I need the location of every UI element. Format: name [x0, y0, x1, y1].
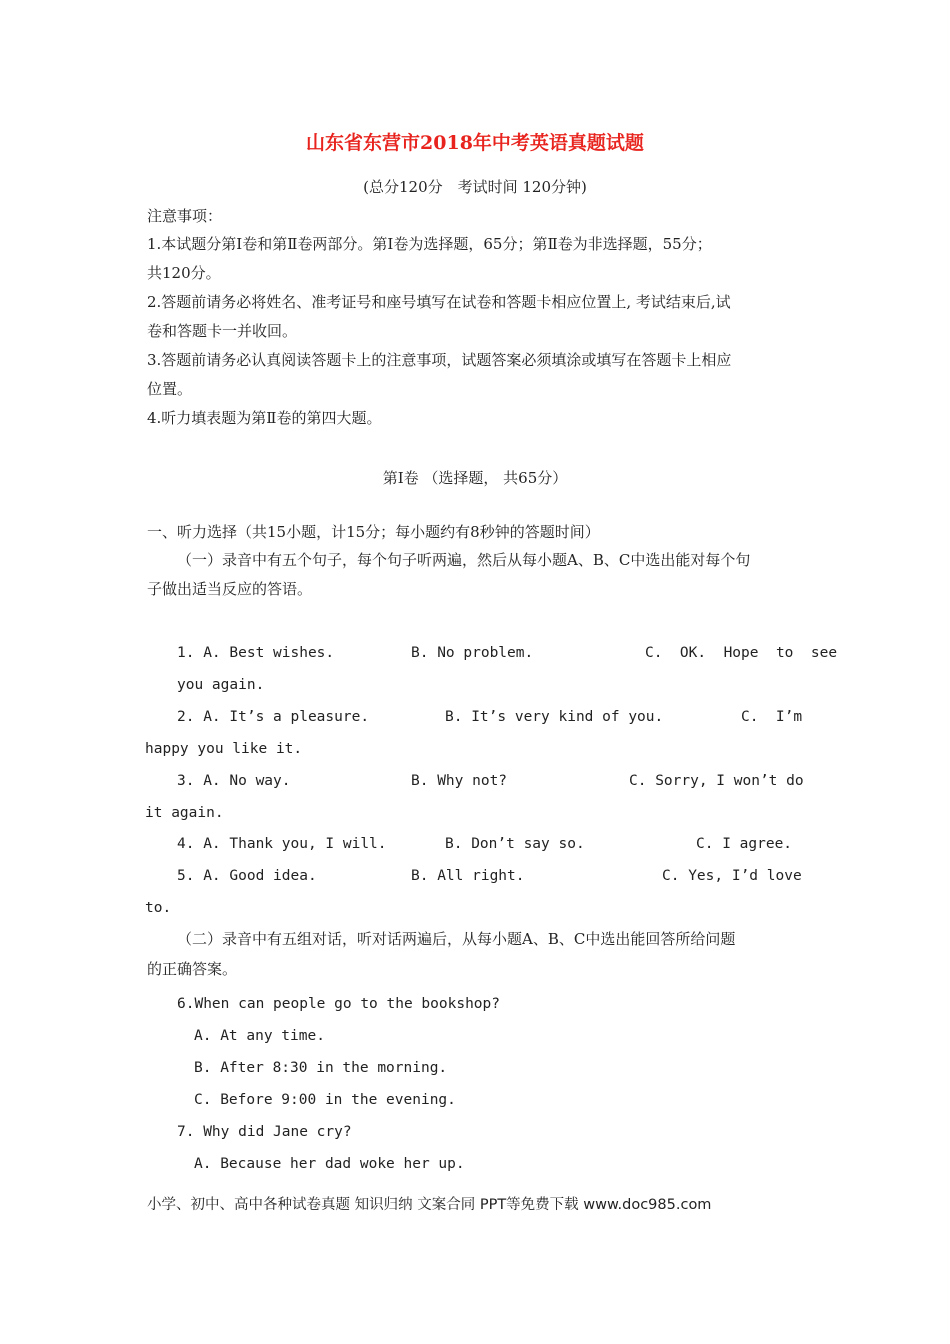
question-1-option-a: 1. A. Best wishes. [177, 645, 335, 661]
question-3-option-b: B. Why not? [411, 773, 508, 789]
question-4-option-b: B. Don’t say so. [445, 836, 585, 852]
section-heading: 一、听力选择（共15小题，计15分；每小题约有8秒钟的答题时间） [147, 523, 600, 541]
question-6-stem: 6.When can people go to the bookshop? [177, 996, 501, 1012]
question-5-option-c: C. Yes, I’d love [662, 868, 802, 884]
part-title: 第Ⅰ卷 （选择题， 共65分） [382, 469, 568, 487]
question-5-option-b: B. All right. [411, 868, 525, 884]
exam-info: (总分120分 考试时间 120分钟) [363, 178, 587, 196]
notice-line: 4.听力填表题为第Ⅱ卷的第四大题。 [147, 409, 382, 427]
instruction-line: 的正确答案。 [147, 960, 238, 978]
question-2-option-a: 2. A. It’s a pleasure. [177, 709, 370, 725]
question-6-option-c: C. Before 9:00 in the evening. [194, 1092, 456, 1108]
instruction-line: 子做出适当反应的答语。 [147, 580, 313, 598]
question-2-option-b: B. It’s very kind of you. [445, 709, 664, 725]
question-4-option-a: 4. A. Thank you, I will. [177, 836, 387, 852]
footer-watermark: 小学、初中、高中各种试卷真题 知识归纳 文案合同 PPT等免费下载 www.doc985.com [147, 1197, 712, 1213]
notice-line: 3.答题前请务必认真阅读答题卡上的注意事项，试题答案必须填涂或填写在答题卡上相应 [147, 351, 732, 369]
question-4-option-c: C. I agree. [696, 836, 793, 852]
question-1-option-c: C. OK. Hope to see [645, 645, 838, 661]
question-3-option-c: C. Sorry, I won’t do [629, 773, 804, 789]
question-1-option-b: B. No problem. [411, 645, 534, 661]
question-7-stem: 7. Why did Jane cry? [177, 1124, 352, 1140]
instruction-line: （一）录音中有五个句子，每个句子听两遍，然后从每小题A、B、C中选出能对每个句 [177, 551, 751, 569]
question-3-option-a: 3. A. No way. [177, 773, 291, 789]
question-6-option-a: A. At any time. [194, 1028, 325, 1044]
notice-heading: 注意事项： [147, 207, 223, 225]
notice-line: 共120分。 [147, 264, 221, 282]
notice-line: 2.答题前请务必将姓名、准考证号和座号填写在试卷和答题卡相应位置上, 考试结束后,试 [147, 293, 731, 311]
question-5-option-a: 5. A. Good idea. [177, 868, 317, 884]
instruction-line: （二）录音中有五组对话，听对话两遍后，从每小题A、B、C中选出能回答所给问题 [177, 930, 736, 948]
question-6-option-b: B. After 8:30 in the morning. [194, 1060, 448, 1076]
page-title: 山东省东营市2018年中考英语真题试题 [306, 132, 644, 154]
notice-line: 1.本试题分第Ⅰ卷和第Ⅱ卷两部分。第Ⅰ卷为选择题，65分；第Ⅱ卷为非选择题，55分； [147, 235, 712, 253]
question-3-continuation: it again. [145, 805, 224, 821]
notice-line: 位置。 [147, 380, 193, 398]
question-7-option-a: A. Because her dad woke her up. [194, 1156, 465, 1172]
notice-line: 卷和答题卡一并收回。 [147, 322, 298, 340]
question-2-continuation: happy you like it. [145, 741, 303, 757]
question-2-option-c: C. I’m [741, 709, 803, 725]
question-1-continuation: you again. [177, 677, 265, 693]
question-5-continuation: to. [145, 900, 172, 916]
